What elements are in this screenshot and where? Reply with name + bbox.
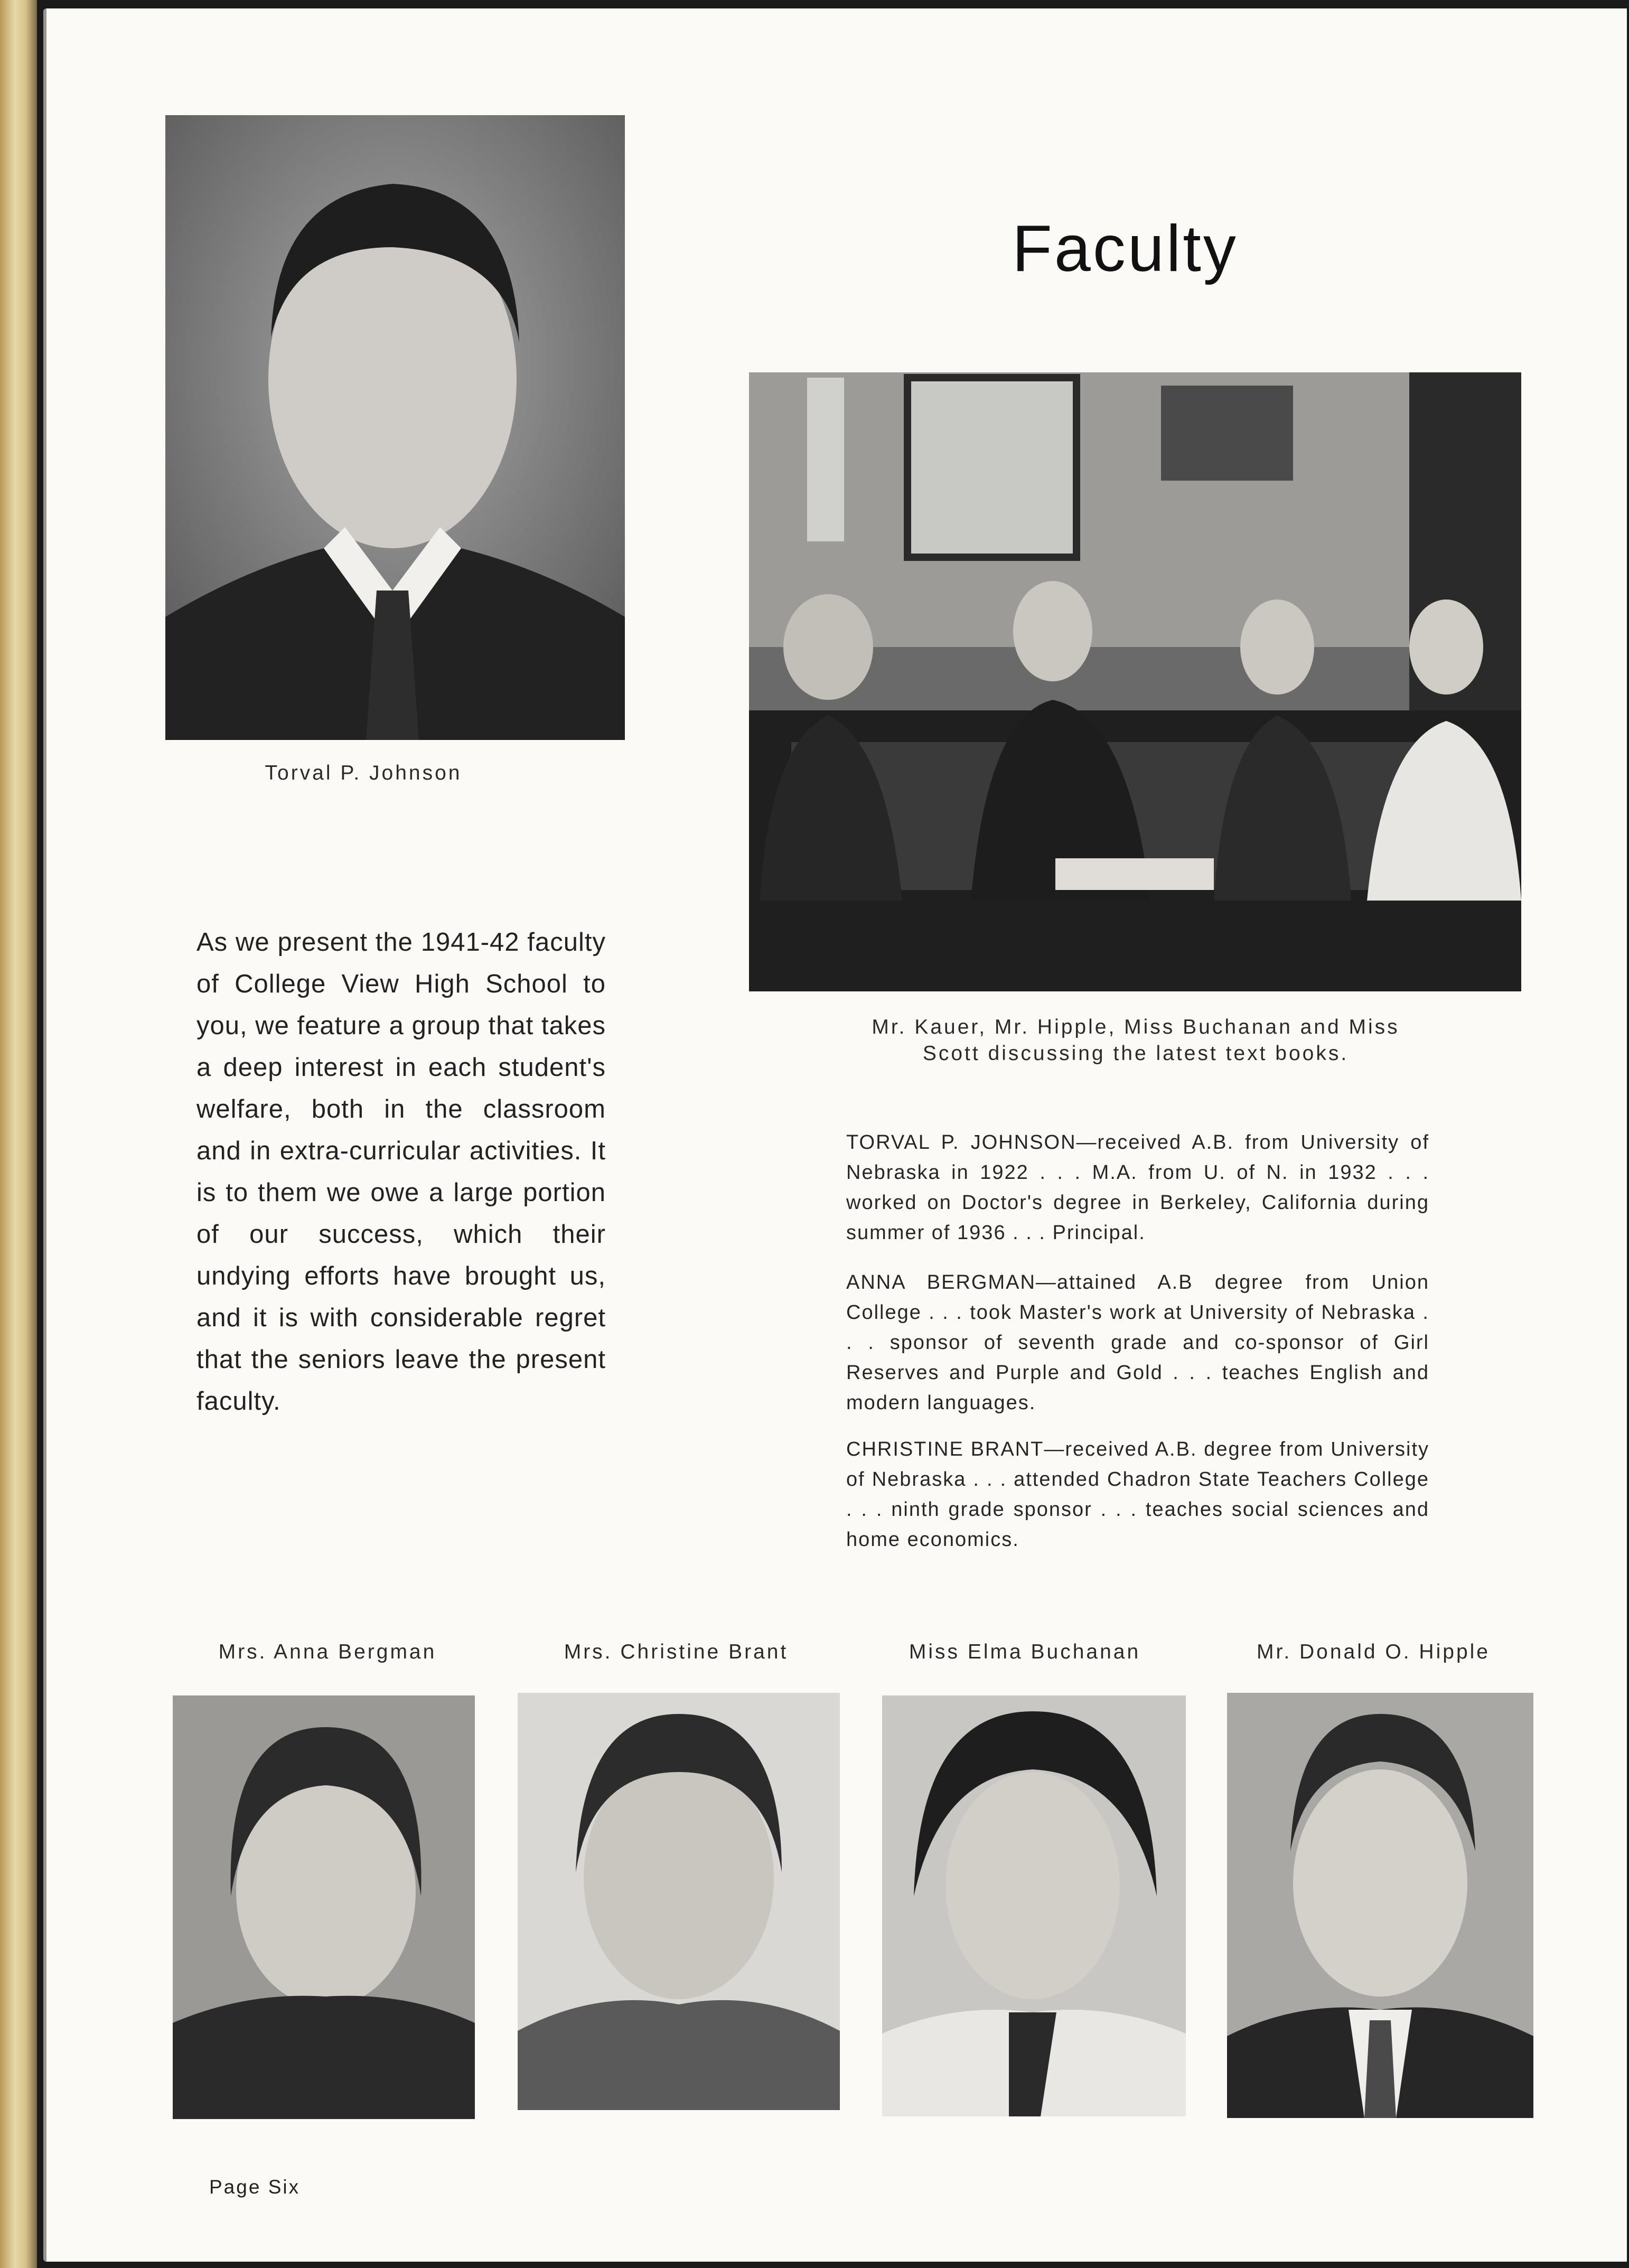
intro-paragraph: As we present the 1941-42 faculty of College View High School to you, we feature a group that takes a deep interest in each student's welfare, both in the classroom and in extra-curricular activities. It is to them we owe a large portion of our success, which their undying efforts have brought us, and it is with considerable regret that the seniors leave the present faculty. bbox=[196, 928, 606, 1416]
bio-name: TORVAL P. JOHNSON bbox=[846, 1131, 1076, 1154]
bio-brant bbox=[846, 1435, 1429, 1555]
bio-text: —received A.B. degree from University of Nebraska . . . attended Chadron State Teachers College . . . ninth grade sponsor . . . teaches social sciences and home economics. bbox=[846, 1438, 1430, 1551]
portrait-photo-buchanan bbox=[882, 1695, 1186, 2116]
group-photo-caption: Mr. Kauer, Mr. Hipple, Miss Buchanan and Miss Scott discussing the latest text books. bbox=[872, 1016, 1400, 1065]
principal-caption: Torval P. Johnson bbox=[265, 762, 462, 784]
portrait-caption-brant: Mrs. Christine Brant bbox=[564, 1641, 789, 1663]
portrait-photo-brant bbox=[518, 1693, 840, 2110]
portrait-photo-hipple bbox=[1227, 1693, 1533, 2118]
bio-bergman bbox=[846, 1268, 1429, 1418]
page-number: Page Six bbox=[209, 2176, 301, 2198]
portrait-photo-bergman bbox=[173, 1695, 475, 2119]
faculty-group-photo bbox=[749, 372, 1521, 991]
bio-text: —received A.B. from University of Nebraska in 1922 . . . M.A. from U. of N. in 1932 . . . worked on Doctor's degree in Berkeley, California during summer of 1936 . . . Principal. bbox=[846, 1131, 1430, 1244]
bio-text: —attained A.B degree from Union College . . . took Master's work at University of Nebraska . . . sponsor of seventh grade and co-sponsor of Girl Reserves and Purple and Gold . . . teaches English and modern languages. bbox=[846, 1271, 1430, 1414]
portrait-caption-hipple: Mr. Donald O. Hipple bbox=[1257, 1641, 1490, 1663]
principal-portrait-photo bbox=[165, 115, 625, 740]
book-binding bbox=[0, 0, 37, 2268]
portrait-caption-buchanan: Miss Elma Buchanan bbox=[909, 1641, 1141, 1663]
portrait-caption-bergman: Mrs. Anna Bergman bbox=[218, 1641, 437, 1663]
bio-johnson bbox=[846, 1128, 1429, 1248]
bio-name: CHRISTINE BRANT bbox=[846, 1438, 1044, 1460]
page-title: Faculty bbox=[1012, 212, 1238, 285]
bio-name: ANNA BERGMAN bbox=[846, 1271, 1036, 1294]
